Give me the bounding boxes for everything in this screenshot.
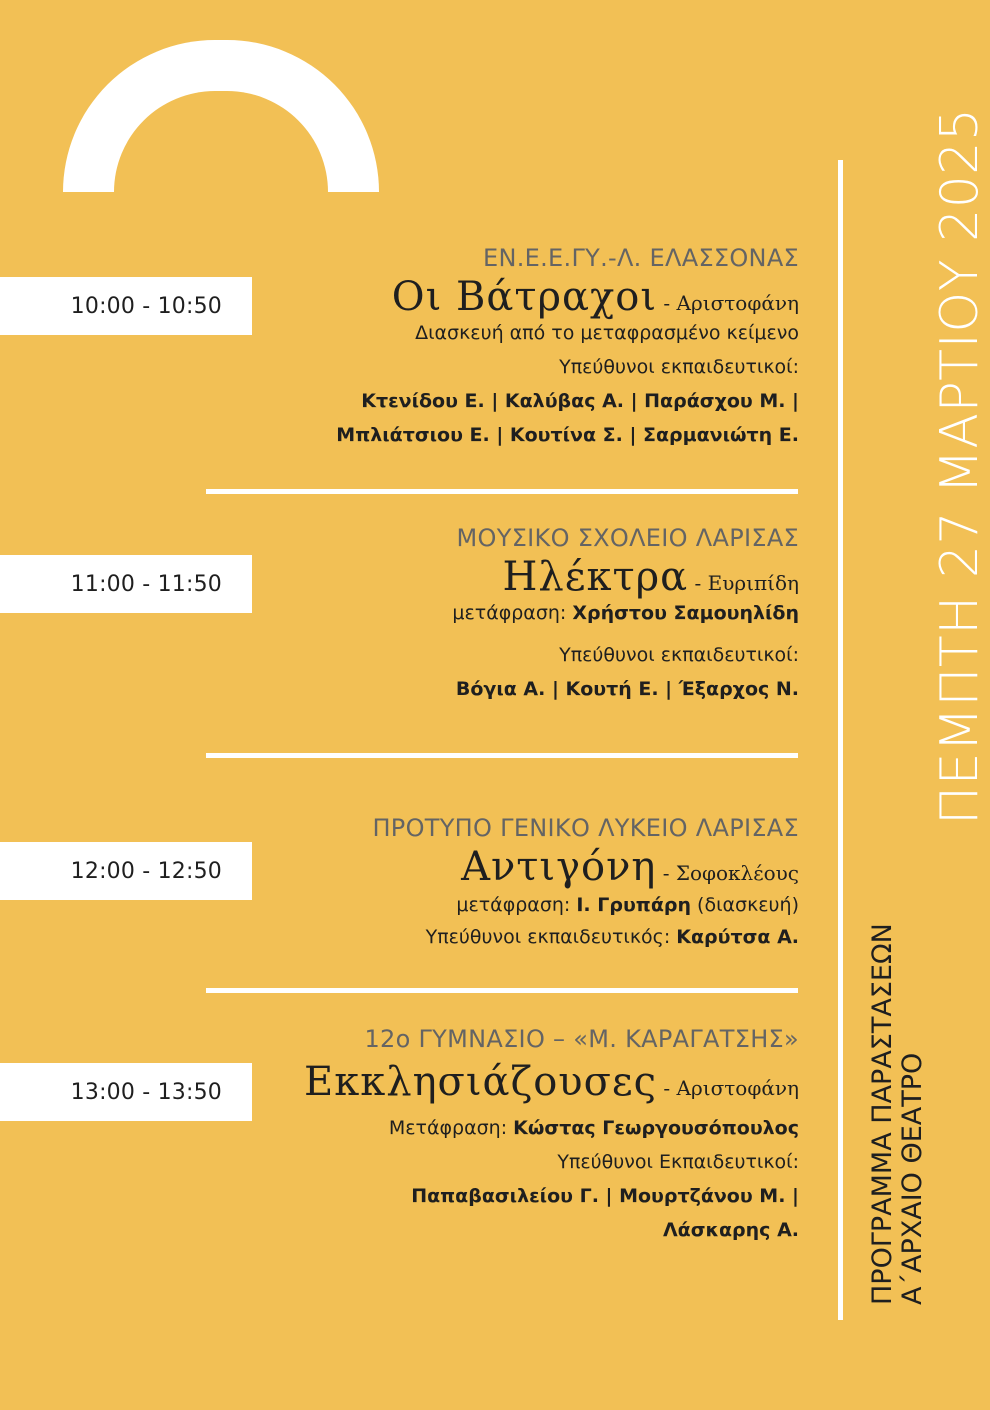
translator-name: Κώστας Γεωργουσόπουλος bbox=[513, 1117, 799, 1139]
teachers-names: Παπαβασιλείου Γ. | Μουρτζάνου Μ. | bbox=[411, 1185, 799, 1207]
event-3 bbox=[372, 814, 799, 954]
translation-line bbox=[372, 890, 799, 920]
section-divider bbox=[206, 988, 798, 993]
program-title bbox=[868, 923, 928, 1305]
school-name: ΠΡΟΤΥΠΟ ΓΕΝΙΚΟ ΛΥΚΕΙΟ ΛΑΡΙΣΑΣ bbox=[372, 814, 799, 842]
translation-line bbox=[304, 1111, 799, 1145]
section-divider bbox=[206, 489, 798, 494]
event-date: ΠΕΜΠΤΗ 27 ΜΑΡΤΙΟΥ 2025 bbox=[930, 107, 990, 825]
program-title-line1: ΠΡΟΓΡΑΜΜΑ ΠΑΡΑΣΤΑΣΕΩΝ bbox=[867, 923, 898, 1305]
decorative-arch bbox=[63, 40, 379, 192]
teachers-label: Υπεύθυνοι εκπαιδευτικός: bbox=[425, 926, 677, 948]
play-title: Αντιγόνη bbox=[461, 844, 657, 890]
time-slot-3: 12:00 - 12:50 bbox=[0, 842, 252, 900]
school-name: 12ο ΓΥΜΝΑΣΙΟ – «Μ. ΚΑΡΑΓΑΤΣΗΣ» bbox=[364, 1025, 799, 1053]
teachers-label: Υπεύθυνοι εκπαιδευτικοί: bbox=[559, 356, 799, 378]
translation-note: (διασκευή) bbox=[691, 894, 799, 916]
teachers-line bbox=[372, 920, 799, 954]
translator-name: Ι. Γρυπάρη bbox=[576, 894, 691, 916]
translation-label: μετάφραση: bbox=[456, 894, 577, 916]
time-slot-2: 11:00 - 11:50 bbox=[0, 555, 252, 613]
translation-line bbox=[452, 600, 799, 626]
play-heading bbox=[372, 844, 799, 890]
play-heading bbox=[452, 554, 799, 600]
play-author: - Αριστοφάνη bbox=[657, 1076, 799, 1100]
play-author: - Σοφοκλέους bbox=[656, 861, 799, 885]
vertical-divider bbox=[838, 160, 843, 1320]
translation-label: Μετάφραση: bbox=[388, 1117, 514, 1139]
time-slot-4: 13:00 - 13:50 bbox=[0, 1063, 252, 1121]
school-name: ΕΝ.Ε.Ε.ΓΥ.-Λ. ΕΛΑΣΣΟΝΑΣ bbox=[483, 244, 799, 272]
teachers-names: Λάσκαρης Α. bbox=[662, 1219, 799, 1241]
program-title-line2: Α΄ΑΡΧΑΙΟ ΘΕΑΤΡΟ bbox=[897, 1052, 928, 1305]
teachers-names: Κτενίδου Ε. | Καλύβας Α. | Παράσχου Μ. | bbox=[361, 390, 799, 412]
event-4 bbox=[304, 1025, 799, 1247]
event-1 bbox=[336, 244, 799, 452]
time-slot-1: 10:00 - 10:50 bbox=[0, 277, 252, 335]
event-2 bbox=[452, 524, 799, 706]
teachers-names: Μπλιάτσιου Ε. | Κουτίνα Σ. | Σαρμανιώτη Ε. bbox=[336, 424, 799, 446]
play-author: - Αριστοφάνη bbox=[657, 291, 799, 315]
teachers-names: Καρύτσα Α. bbox=[676, 926, 799, 948]
teachers-label: Υπεύθυνοι εκπαιδευτικοί: bbox=[559, 644, 799, 666]
play-author: - Ευριπίδη bbox=[688, 571, 799, 595]
school-name: ΜΟΥΣΙΚΟ ΣΧΟΛΕΙΟ ΛΑΡΙΣΑΣ bbox=[456, 524, 799, 552]
play-heading bbox=[336, 274, 799, 320]
translator-name: Χρήστου Σαμουηλίδη bbox=[572, 602, 799, 624]
play-title: Ηλέκτρα bbox=[502, 554, 689, 600]
play-heading bbox=[304, 1059, 799, 1105]
translation-label: μετάφραση: bbox=[452, 602, 573, 624]
teachers-label: Υπεύθυνοι Εκπαιδευτικοί: bbox=[557, 1151, 799, 1173]
adaptation-note: Διασκευή από το μεταφρασμένο κείμενο bbox=[415, 322, 799, 344]
play-title: Οι Βάτραχοι bbox=[391, 274, 658, 320]
teachers-names: Βόγια Α. | Κουτή Ε. | Έξαρχος Ν. bbox=[455, 678, 799, 700]
play-title: Εκκλησιάζουσες bbox=[304, 1059, 658, 1105]
section-divider bbox=[206, 753, 798, 758]
